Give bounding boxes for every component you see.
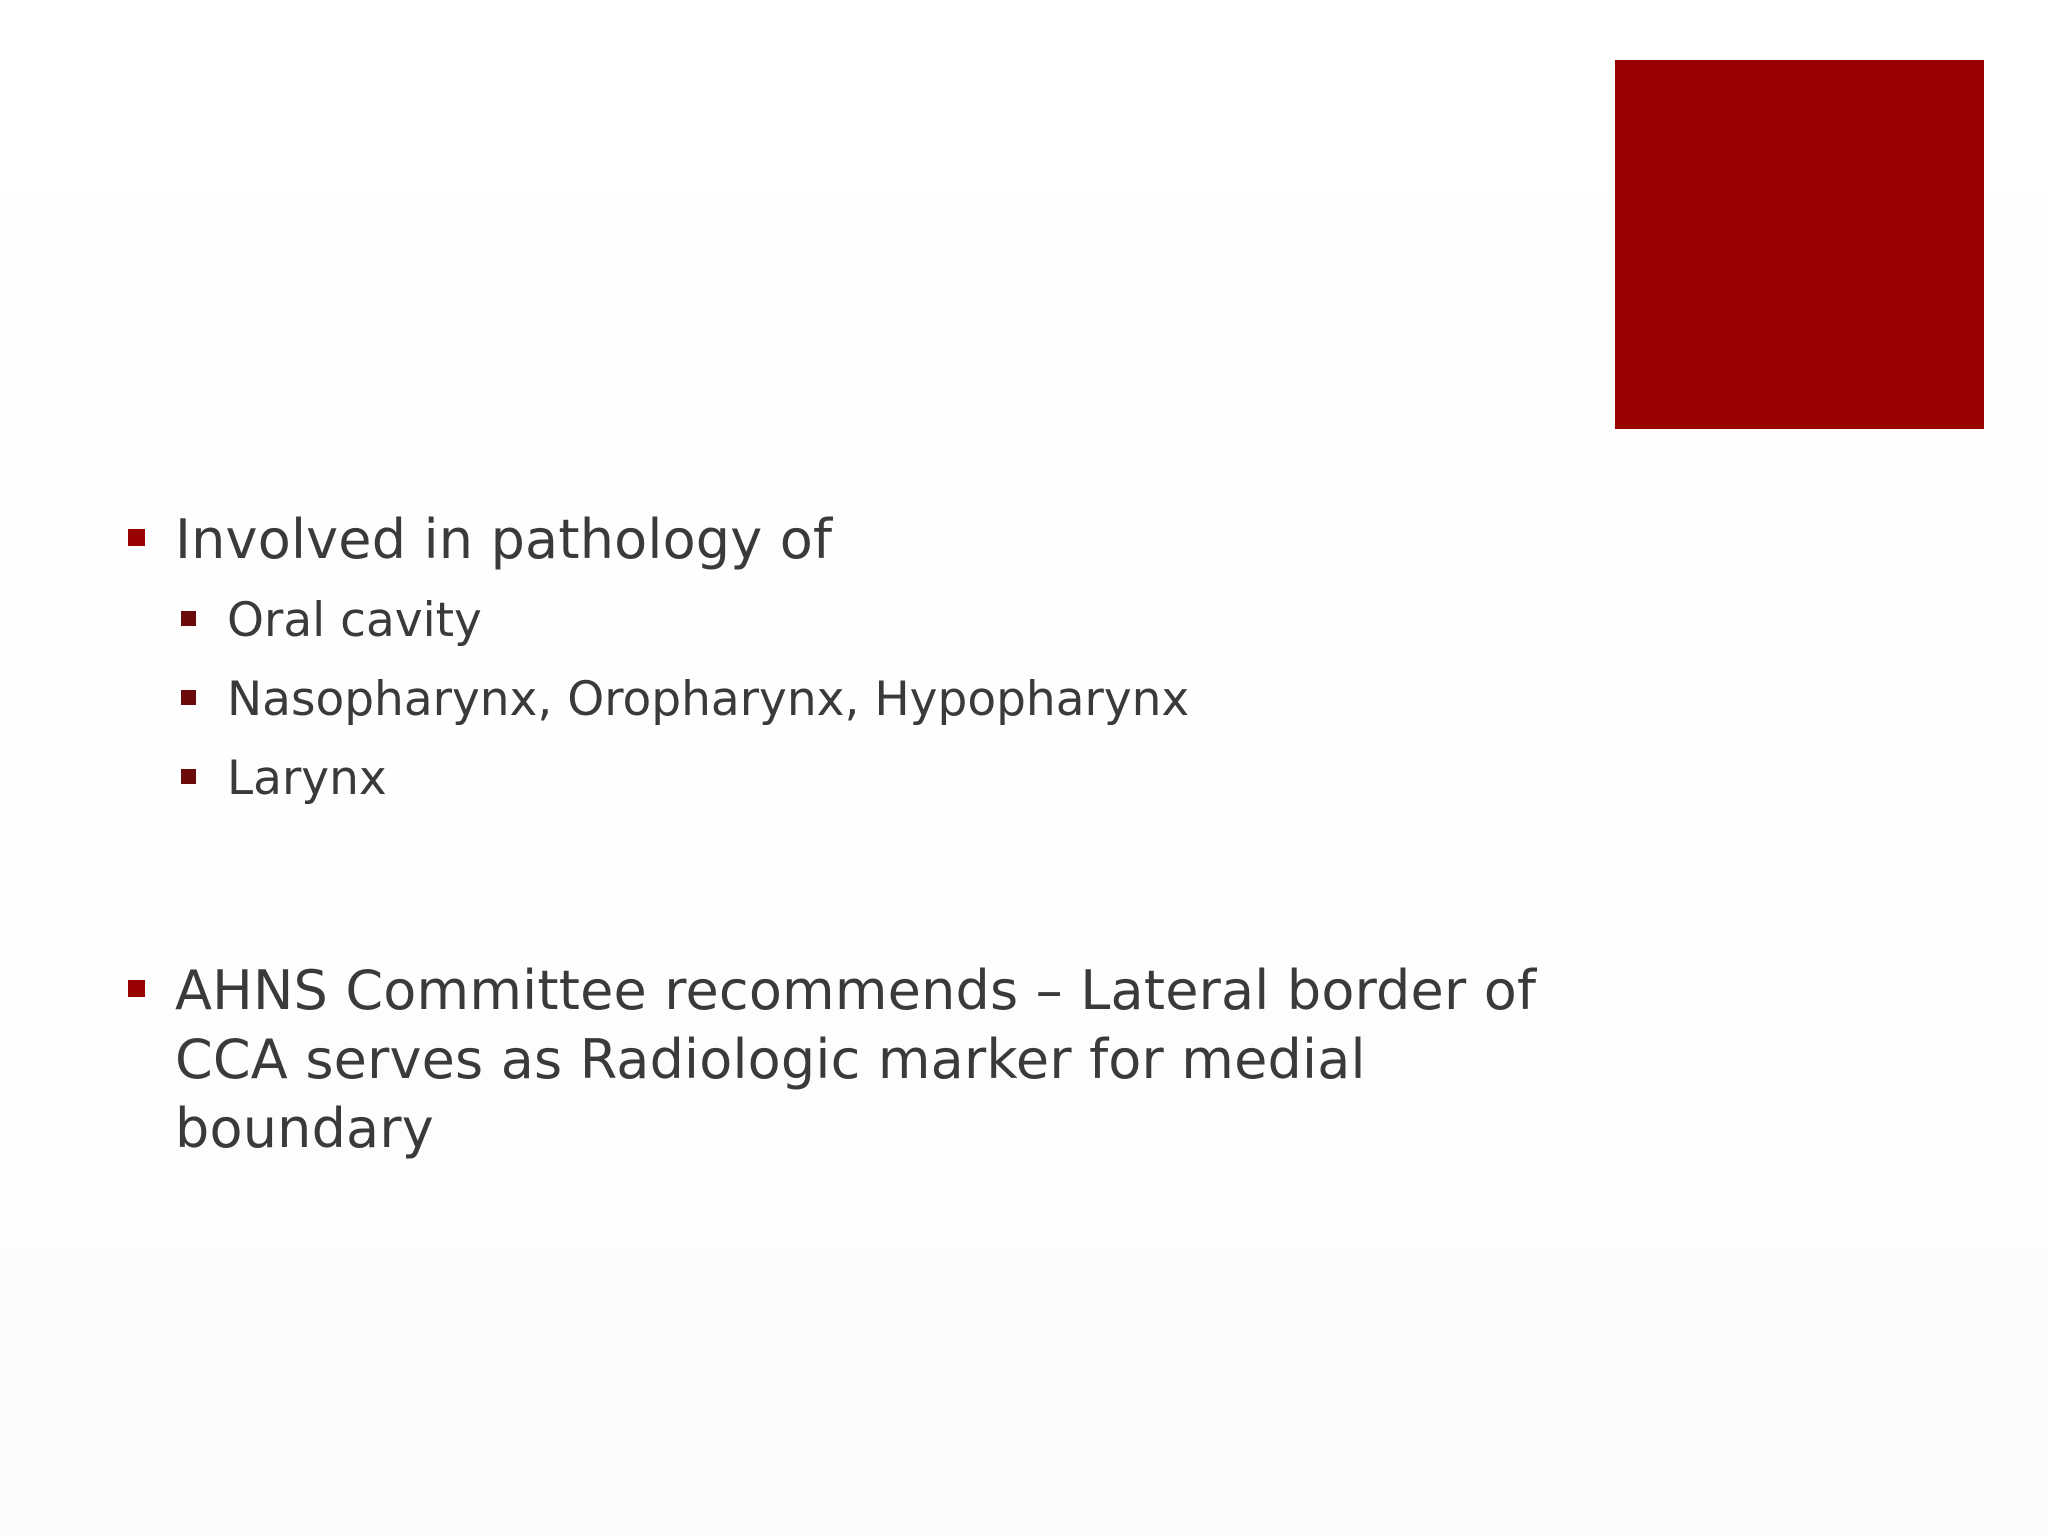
accent-block <box>1615 60 1984 429</box>
bullet-text: AHNS Committee recommends – Lateral border of CCA serves as Radiologic marker for medial boundary <box>175 959 1537 1160</box>
sub-bullet-item <box>178 739 1566 818</box>
bullet-text: Involved in pathology of <box>175 508 833 571</box>
sub-bullet-text: Oral cavity <box>227 593 482 648</box>
sub-bullet-list <box>126 581 1566 818</box>
slide-content <box>126 505 1566 1163</box>
bullet-item <box>126 956 1575 1163</box>
sub-bullet-text: Nasopharynx, Oropharynx, Hypopharynx <box>227 672 1190 727</box>
square-bullet-icon <box>181 690 196 705</box>
sub-bullet-item <box>178 581 1566 660</box>
square-bullet-icon <box>181 611 196 626</box>
square-bullet-icon <box>181 769 196 784</box>
spacer <box>126 818 1566 956</box>
square-bullet-icon <box>128 980 145 997</box>
sub-bullet-item <box>178 660 1566 739</box>
bullet-item <box>126 505 1566 574</box>
square-bullet-icon <box>128 529 145 546</box>
sub-bullet-text: Larynx <box>227 751 387 806</box>
